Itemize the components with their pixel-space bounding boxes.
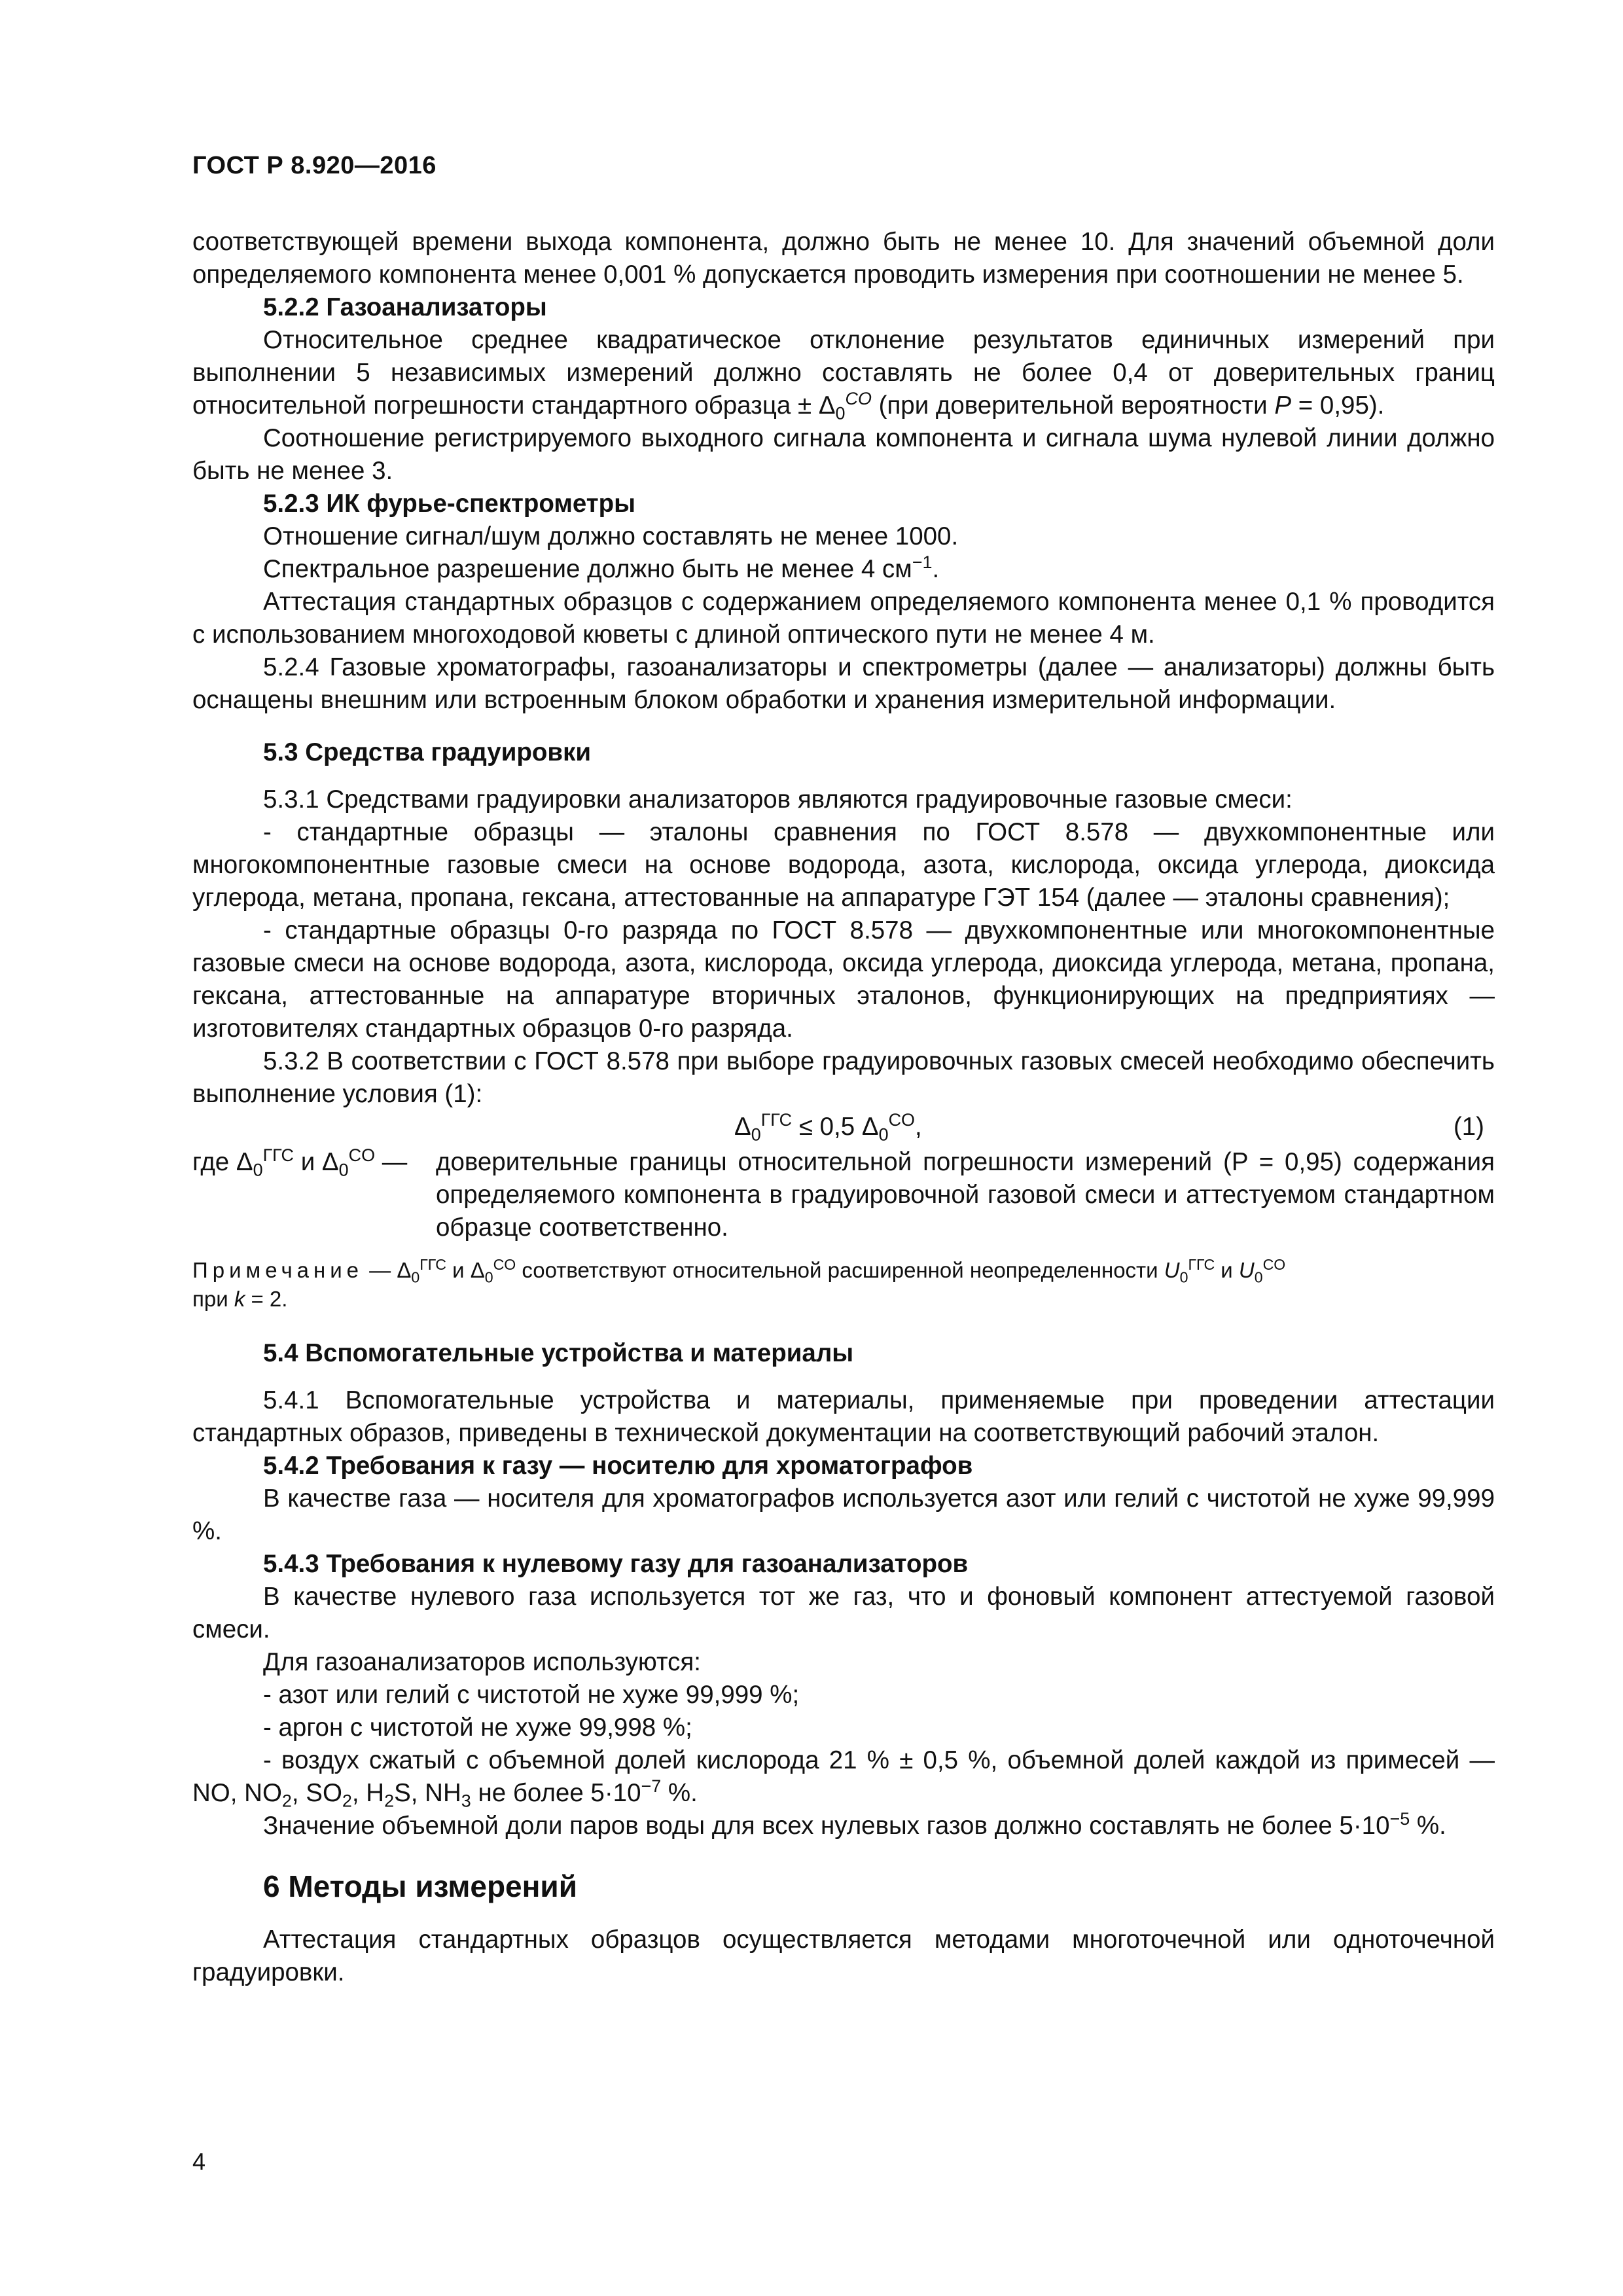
paragraph-5-3-1-b: - стандартные образцы 0-го разряда по ГОСТ 8.578 — двухкомпонентные или многокомпонентные газовые смеси на основе водорода, азота, кислорода, оксида углерода, диоксида углерода, метана, пропана, гексана, аттестованные на аппаратуре вторичных эталонов, функционирующих на предприятиях — изготовителях стандартных образцов 0-го разряда. xyxy=(192,916,1495,1043)
paragraph-5-4-3-f: Значение объемной доли паров воды для всех нулевых газов должно составлять не более $5\cdot 10^{-5}$ %. xyxy=(263,1809,1446,1840)
heading-5-2-2: 5.2.2 Газоанализаторы xyxy=(263,293,547,321)
paragraph-6: Аттестация стандартных образцов осуществляется методами многоточечной или одноточечной градуировки. xyxy=(192,1926,1495,1986)
heading-6: 6 Методы измерений xyxy=(263,1869,577,1903)
heading-5-4-2: 5.4.2 Требования к газу — носителю для хроматографов xyxy=(263,1452,973,1480)
heading-5-3: 5.3 Средства градуировки xyxy=(263,738,592,766)
formula-1 xyxy=(192,1111,1495,1146)
paragraph-5-2-3-b: Спектральное разрешение должно быть не менее 4 $см^{-1}$. xyxy=(263,552,940,583)
paragraph-5-2-3-a: Отношение сигнал/шум должно составлять не менее 1000. xyxy=(263,522,959,550)
paragraph-5-4-3-e: - воздух сжатый с объемной долей кислорода 21 % ± 0,5 %, объемной долей каждой из примесей — NO, $NO_2$, $SO_2$, $H_2S$, $NH_3$ не более $5\cdot 10^{-7}$ %. xyxy=(192,1746,1495,1811)
formula-number: (1) xyxy=(1453,1113,1484,1141)
paragraph-5-2-2-a: Относительное среднее квадратическое отклонение результатов единичных измерений при выполнении 5 независимых измерений должно составлять не более 0,4 от доверительных границ относительной погрешности стандартного образца ± $\Delta_0^{CO}$ (при доверительной вероятности P = 0,95). xyxy=(192,326,1495,423)
delta-co-symbol: $\Delta_0^{CO}$ xyxy=(818,389,872,423)
note: Примечание — $\Delta_0^{ГГС}$ и $\Delta_0^{CO}$ соответствуют относительной расширенной неопределенности $U_0^{ГГС}$ и $U_0^{CO}$ при k = 2. xyxy=(192,1256,1286,1311)
paragraph-5-4-3-a: В качестве нулевого газа используется тот же газ, что и фоновый компонент аттестуемой газовой смеси. xyxy=(192,1583,1495,1643)
paragraph-5-4-3-d: - аргон с чистотой не хуже 99,998 %; xyxy=(263,1713,692,1742)
page-number: 4 xyxy=(192,2148,206,2175)
paragraph-5-2-3-c: Аттестация стандартных образцов с содержанием определяемого компонента менее 0,1 % проводится с использованием многоходовой кюветы с длиной оптического пути не менее 4 м. xyxy=(192,588,1495,649)
paragraph-5-4-2: В качестве газа — носителя для хроматографов используется азот или гелий с чистотой не хуже 99,999 %. xyxy=(192,1484,1495,1545)
paragraph-continuation: соответствующей времени выхода компонента, должно быть не менее 10. Для значений объемной доли определяемого компонента менее 0,001 % допускается проводить измерения при соотношении не менее 5. xyxy=(192,228,1495,289)
heading-5-4-3: 5.4.3 Требования к нулевому газу для газоанализаторов xyxy=(263,1550,969,1578)
explanation-symbols: где $\Delta_0^{ГГС}$ и $\Delta_0^{CO}$ — xyxy=(192,1145,408,1180)
paragraph-5-3-1-a: - стандартные образцы — эталоны сравнения по ГОСТ 8.578 — двухкомпонентные или многокомпонентные газовые смеси на основе водорода, азота, кислорода, оксида углерода, диоксида углерода, метана, пропана, гексана, аттестованные на аппаратуре ГЭТ 154 (далее — эталоны сравнения); xyxy=(192,818,1495,912)
formula-explanation xyxy=(192,1146,1495,1244)
document-header: ГОСТ Р 8.920—2016 xyxy=(192,152,437,179)
paragraph-5-4-1: 5.4.1 Вспомогательные устройства и материалы, применяемые при проведении аттестации стандартных образов, приведены в технической документации на соответствующий рабочий эталон. xyxy=(192,1386,1495,1447)
paragraph-5-3-2: 5.3.2 В соответствии с ГОСТ 8.578 при выборе градуировочных газовых смесей необходимо обеспечить выполнение условия (1): xyxy=(192,1047,1495,1108)
text-column xyxy=(192,226,1495,1989)
formula-expression: $\Delta_0^{ГГС} \le 0,5$ $\Delta_0^{CO}$, xyxy=(734,1110,922,1145)
paragraph-5-2-2-b: Соотношение регистрируемого выходного сигнала компонента и сигнала шума нулевой линии должно быть не менее 3. xyxy=(192,424,1495,485)
paragraph-5-2-4: 5.2.4 Газовые хроматографы, газоанализаторы и спектрометры (далее — анализаторы) должны быть оснащены внешним или встроенным блоком обработки и хранения измерительной информации. xyxy=(192,653,1495,714)
paragraph-5-3-1: 5.3.1 Средствами градуировки анализаторов являются градуировочные газовые смеси: xyxy=(263,785,1293,814)
paragraph-5-4-3-c: - азот или гелий с чистотой не хуже 99,999 %; xyxy=(263,1681,800,1709)
paragraph-5-4-3-b: Для газоанализаторов используются: xyxy=(263,1648,701,1676)
heading-5-2-3: 5.2.3 ИК фурье-спектрометры xyxy=(263,490,636,518)
explanation-definition: доверительные границы относительной погрешности измерений (P = 0,95) содержания определяемого компонента в градуировочной газовой смеси и аттестуемом стандартном образце соответственно. xyxy=(436,1148,1495,1242)
heading-5-4: 5.4 Вспомогательные устройства и материалы xyxy=(263,1339,854,1367)
